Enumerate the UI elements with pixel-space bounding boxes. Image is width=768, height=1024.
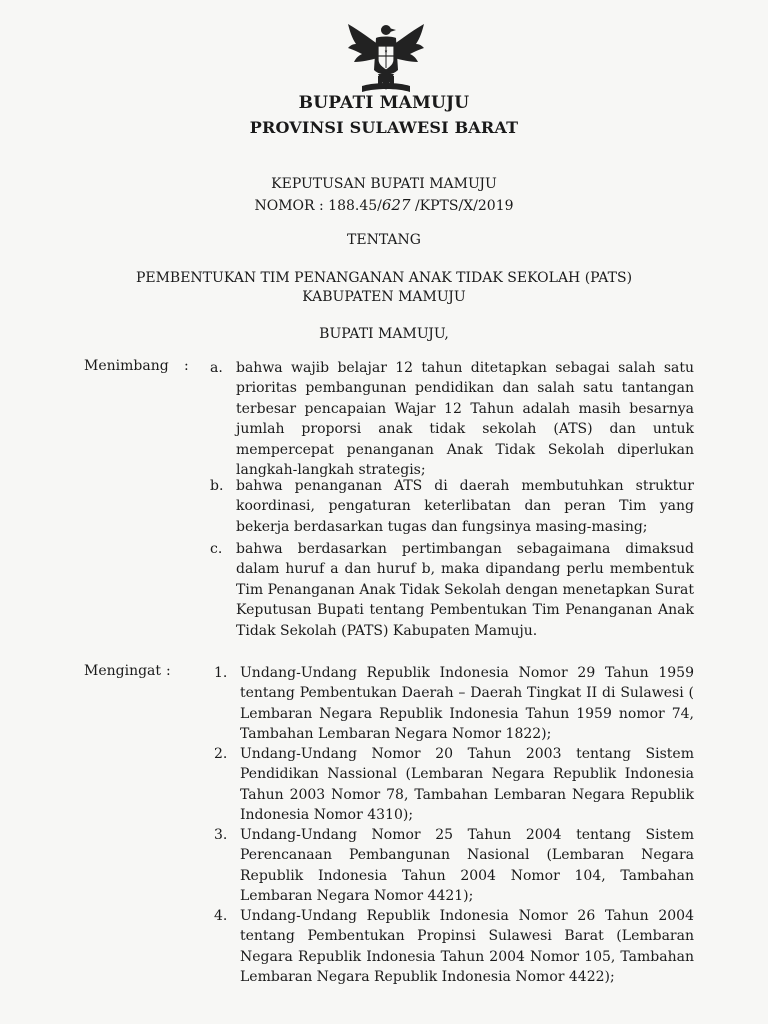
list-marker: b. [210,478,224,494]
decree-title-line-2: KABUPATEN MAMUJU [302,289,466,305]
list-item-text: Undang-Undang Republik Indonesia Nomor 29 Tahun 1959 tentang Pembentukan Daerah – Daerah Tingkat II di Sulawesi ( Lembaran Negara Republik Indonesia Tahun 1959 nomor 74, Tambahan Lembaran Negara Nomor 1822); [240,665,694,743]
decree-number-handwritten: 627 [381,196,411,214]
issuer-line: BUPATI MAMUJU, [319,326,449,342]
mengingat-item-3 [210,825,694,907]
list-item-text: Undang-Undang Nomor 25 Tahun 2004 tentang Sistem Perencanaan Pembangunan Nasional (Lembaran Negara Republik Indonesia Tahun 2004 Nomor 104, Tambahan Lembaran Negara Nomor 4421); [240,827,694,905]
list-item-text: bahwa wajib belajar 12 tahun ditetapkan sebagai salah satu prioritas pembangunan pendidikan dan salah satu tantangan terbesar pencapaian Wajar 12 Tahun adalah masih besarnya jumlah proporsi anak tidak sekolah (ATS) dan untuk mempercepat penanganan Anak Tidak Sekolah diperlukan langkah-langkah strategis; [236,360,694,479]
list-marker: 4. [214,908,228,924]
list-marker: 2. [214,746,228,762]
garuda-emblem-icon [340,18,432,98]
list-marker: a. [210,360,223,376]
menimbang-item-c [210,539,694,641]
menimbang-label: Menimbang [84,358,169,374]
menimbang-colon: : [184,358,189,374]
list-item-text: Undang-Undang Nomor 20 Tahun 2003 tentang Sistem Pendidikan Nassional (Lembaran Negara Republik Indonesia Tahun 2003 Nomor 78, Tambahan Lembaran Negara Republik Indonesia Nomor 4310); [240,746,694,824]
list-marker: c. [210,541,223,557]
page-title: BUPATI MAMUJU [298,93,470,113]
mengingat-colon: : [166,663,171,679]
menimbang-item-a [210,358,694,480]
province-subtitle: PROVINSI SULAWESI BARAT [249,118,519,137]
about-heading: TENTANG [347,232,421,248]
list-item-text: bahwa berdasarkan pertimbangan sebagaimana dimaksud dalam huruf a dan huruf b, maka dipandang perlu membentuk Tim Penanganan Anak Tidak Sekolah dengan menetapkan Surat Keputusan Bupati tentang Pembentukan Tim Penanganan Anak Tidak Sekolah (PATS) Kabupaten Mamuju. [236,541,694,639]
decree-number-suffix: /KPTS/X/2019 [410,198,514,214]
list-item-text: bahwa penanganan ATS di daerah membutuhkan struktur koordinasi, pengaturan keterlibatan dan peran Tim yang bekerja berdasarkan tugas dan fungsinya masing-masing; [236,478,694,535]
decree-title-line-1: PEMBENTUKAN TIM PENANGANAN ANAK TIDAK SEKOLAH (PATS) [135,270,633,286]
mengingat-item-2 [210,744,694,826]
decree-heading: KEPUTUSAN BUPATI MAMUJU [271,176,497,192]
list-marker: 3. [214,827,228,843]
list-item-text: Undang-Undang Republik Indonesia Nomor 26 Tahun 2004 tentang Pembentukan Propinsi Sulawesi Barat (Lembaran Negara Republik Indonesia Tahun 2004 Nomor 105, Tambahan Lembaran Negara Republik Indonesia Nomor 4422); [240,908,694,986]
mengingat-item-4 [210,906,694,988]
list-marker: 1. [214,665,228,681]
mengingat-item-1 [210,663,694,745]
decree-number [0,196,768,214]
decree-number-prefix: NOMOR : 188.45/ [254,198,382,214]
menimbang-item-b [210,476,694,537]
mengingat-label: Mengingat [84,663,162,679]
